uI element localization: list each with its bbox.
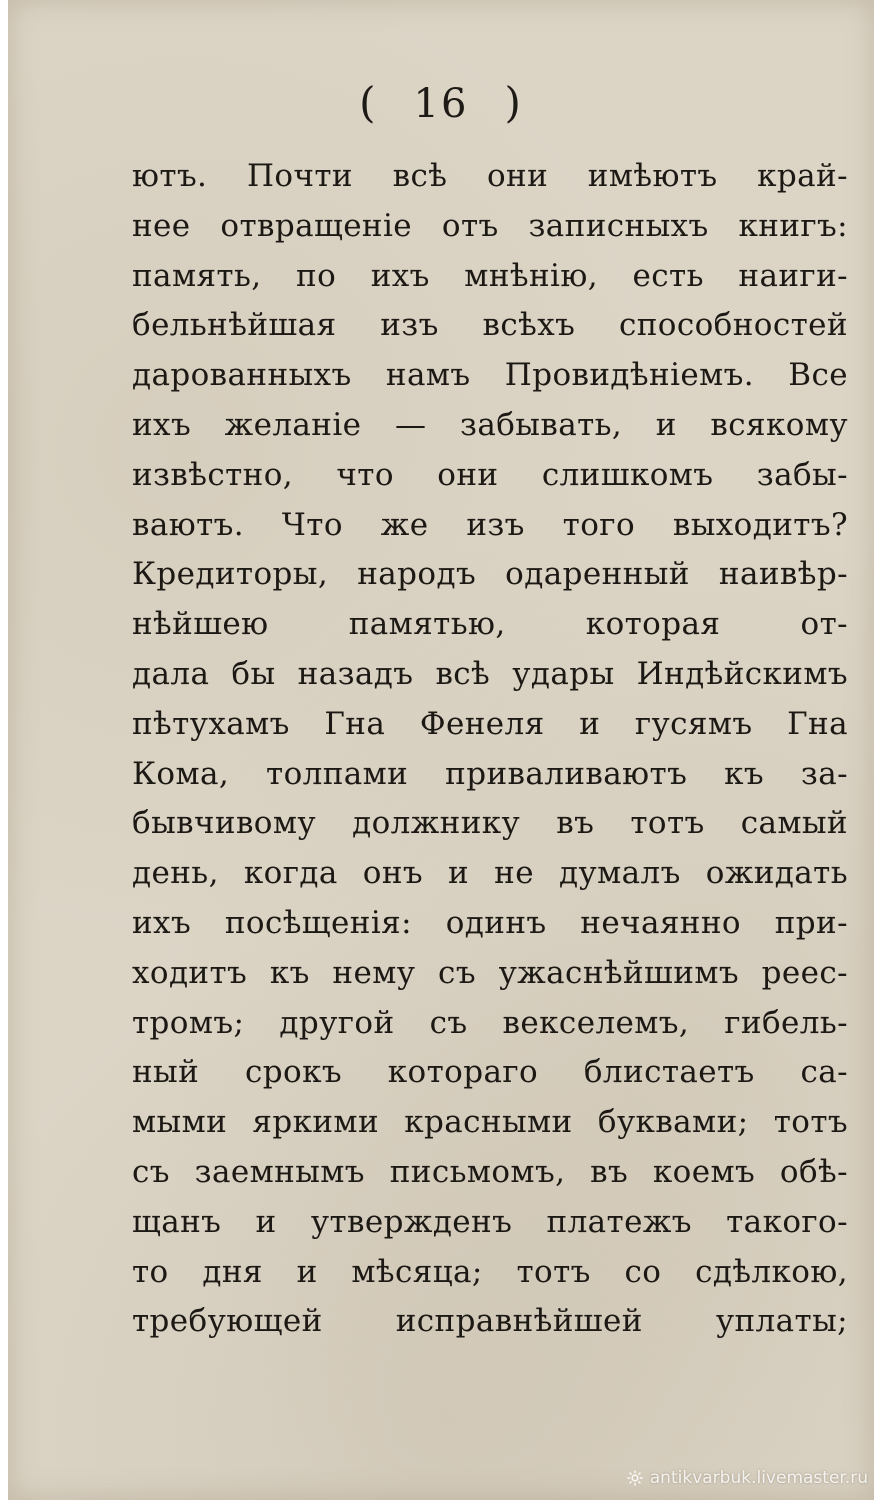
text-line: мыми яркими красными буквами; тотъ (132, 1104, 848, 1141)
text-line: пѣтухамъ Гна Фенеля и гусямъ Гна (132, 705, 848, 742)
text-line: съ заемнымъ письмомъ, въ коемъ обѣ- (132, 1153, 848, 1190)
page-number (8, 78, 874, 127)
body-text (132, 152, 848, 1347)
scanned-page (8, 0, 874, 1500)
watermark-text: antikvarbuk.livemaster.ru (649, 1468, 868, 1488)
text-line: требующей исправнѣйшей уплаты; (132, 1303, 848, 1340)
text-line: дала бы назадъ всѣ удары Индѣйскимъ (132, 655, 848, 692)
text-line: бывчивому должнику въ тотъ самый (132, 805, 848, 842)
text-line: ваютъ. Что же изъ того выходитъ? (132, 506, 848, 543)
text-line: щанъ и утвержденъ платежъ такого- (132, 1203, 848, 1240)
text-line: ихъ желаніе — забывать, и всякому (132, 406, 848, 443)
text-line: ютъ. Почти всѣ они имѣютъ край- (132, 158, 848, 194)
text-line: день, когда онъ и не думалъ ожидать (132, 855, 848, 892)
text-line: то дня и мѣсяца; тотъ со сдѣлкою, (132, 1253, 848, 1290)
page-number-value: 16 (413, 81, 469, 127)
text-line: нее отвращеніе отъ записныхъ книгъ: (132, 207, 848, 244)
text-line: Кредиторы, народъ одаренный наивѣр- (132, 556, 848, 593)
text-line: ходитъ къ нему съ ужаснѣйшимъ реес- (132, 954, 848, 991)
page-number-open-paren: ( (359, 78, 378, 127)
text-line: тромъ; другой съ векселемъ, гибель- (132, 1004, 848, 1041)
text-line: ный срокъ котораго блистаетъ са- (132, 1054, 848, 1091)
text-line: бельнѣйшая изъ всѣхъ способностей (132, 307, 848, 344)
gear-icon (626, 1469, 644, 1487)
text-line: дарованныхъ намъ Провидѣніемъ. Все (132, 357, 848, 394)
text-line: память, по ихъ мнѣнію, есть наиги- (132, 257, 848, 294)
text-line: Кома, толпами приваливаютъ къ за- (132, 755, 848, 792)
text-line: ихъ посѣщенія: одинъ нечаянно при- (132, 904, 848, 941)
text-line: нѣйшею памятью, которая от- (132, 606, 848, 643)
text-line: извѣстно, что они слишкомъ забы- (132, 456, 848, 493)
watermark (626, 1468, 868, 1488)
page-number-close-paren: ) (504, 78, 523, 127)
